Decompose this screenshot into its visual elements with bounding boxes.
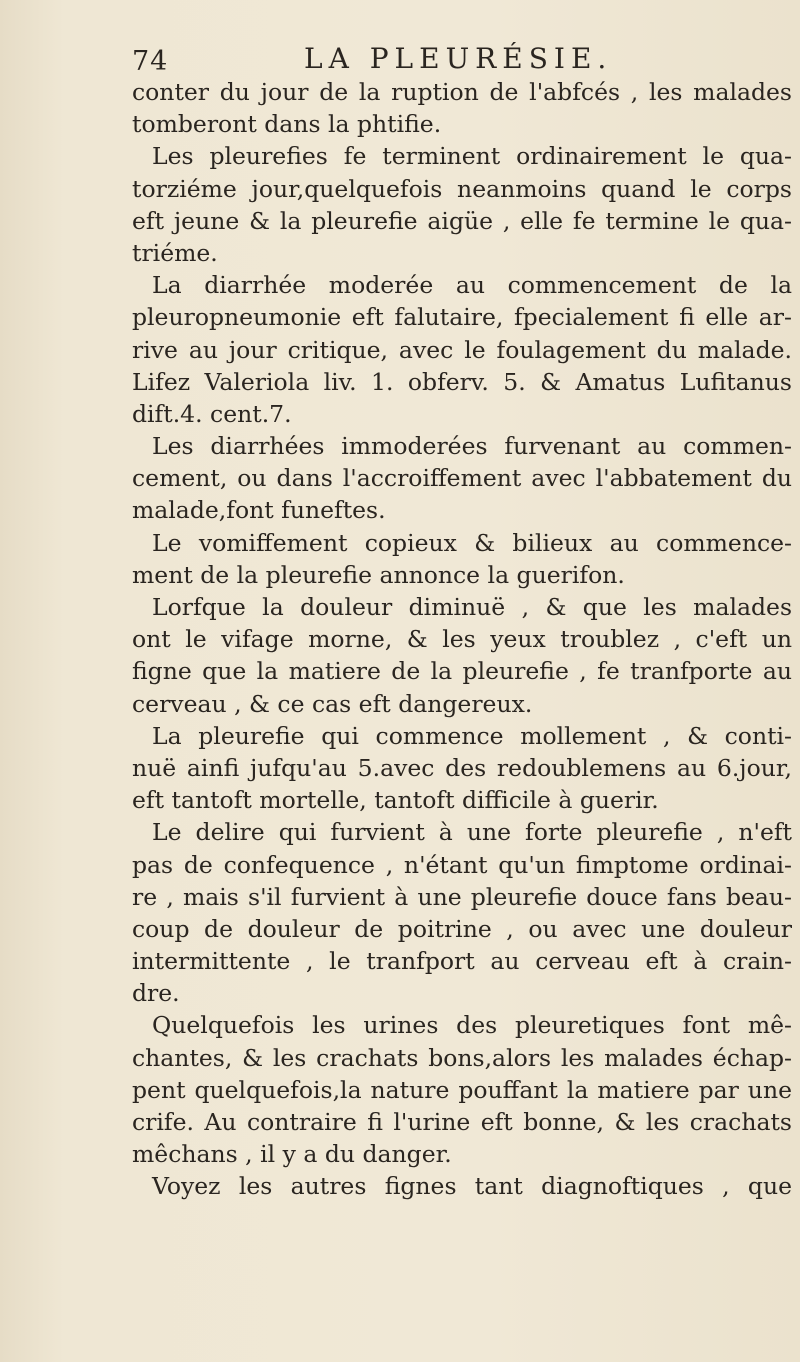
text-line: rive au jour critique, avec le foulagement du malade. bbox=[132, 335, 792, 364]
text-line: conter du jour de la ruption de l'abfcés , les malades bbox=[132, 78, 792, 106]
text-line: pas de confequence , n'étant qu'un fimptome ordinai- bbox=[132, 850, 792, 879]
text-line: cerveau , & ce cas eft dangereux. bbox=[132, 689, 533, 718]
text-line: Les diarrhées immoderées furvenant au commen- bbox=[152, 432, 792, 461]
text-line: ont le vifage morne, & les yeux troublez , c'eft un bbox=[132, 625, 792, 654]
text-line: tomberont dans la phtifie. bbox=[132, 110, 442, 139]
text-line: La diarrhée moderée au commencement de la bbox=[152, 271, 792, 300]
body-text bbox=[132, 76, 792, 1203]
text-line: Voyez les autres fignes tant diagnoftiques , que bbox=[152, 1172, 792, 1201]
text-line: eft jeune & la pleurefie aigüe , elle fe termine le qua- bbox=[132, 206, 792, 235]
text-line: Lorfque la douleur diminuë , & que les malades bbox=[152, 593, 792, 621]
text-line: Les pleurefies fe terminent ordinairement le qua- bbox=[152, 142, 792, 171]
text-line: pleuropneumonie eft falutaire, fpecialement fi elle ar- bbox=[132, 303, 792, 332]
text-line: figne que la matiere de la pleurefie , fe tranfporte au bbox=[132, 657, 792, 686]
text-line: malade,font funeftes. bbox=[132, 496, 386, 525]
text-line: nuë ainfi jufqu'au 5.avec des redoublemens au 6.jour, bbox=[132, 753, 792, 782]
text-line: mêchans , il y a du danger. bbox=[132, 1140, 452, 1169]
text-line: Quelquefois les urines des pleuretiques font mê- bbox=[152, 1011, 792, 1040]
text-line: eft tantoft mortelle, tantoft difficile à guerir. bbox=[132, 786, 659, 815]
page-number: 74 bbox=[132, 46, 169, 77]
text-line: crife. Au contraire fi l'urine eft bonne, & les crachats bbox=[132, 1108, 792, 1136]
text-line: torziéme jour,quelquefois neanmoins quand le corps bbox=[132, 174, 792, 203]
text-line: intermittente , le tranfport au cerveau eft à crain- bbox=[132, 947, 792, 976]
text-line: coup de douleur de poitrine , ou avec une douleur bbox=[132, 914, 792, 943]
text-line: Le vomiffement copieux & bilieux au commence- bbox=[152, 528, 792, 557]
text-line: triéme. bbox=[132, 238, 218, 267]
text-line: chantes, & les crachats bons,alors les malades échap- bbox=[132, 1043, 792, 1072]
text-line: ment de la pleurefie annonce la guerifon. bbox=[132, 560, 625, 589]
text-line: Lifez Valeriola liv. 1. obferv. 5. & Amatus Lufitanus bbox=[132, 367, 792, 396]
text-line: La pleurefie qui commence mollement , & conti- bbox=[152, 721, 792, 750]
text-line: re , mais s'il furvient à une pleurefie douce fans beau- bbox=[132, 882, 792, 911]
text-line: dift.4. cent.7. bbox=[132, 399, 292, 428]
text-line: cement, ou dans l'accroiffement avec l'abbatement du bbox=[132, 464, 792, 493]
text-line: Le delire qui furvient à une forte pleurefie , n'eft bbox=[152, 818, 792, 847]
text-line: pent quelquefois,la nature pouffant la matiere par une bbox=[132, 1075, 792, 1104]
running-head: LA PLEURÉSIE. bbox=[304, 42, 613, 75]
text-line: dre. bbox=[132, 979, 180, 1008]
